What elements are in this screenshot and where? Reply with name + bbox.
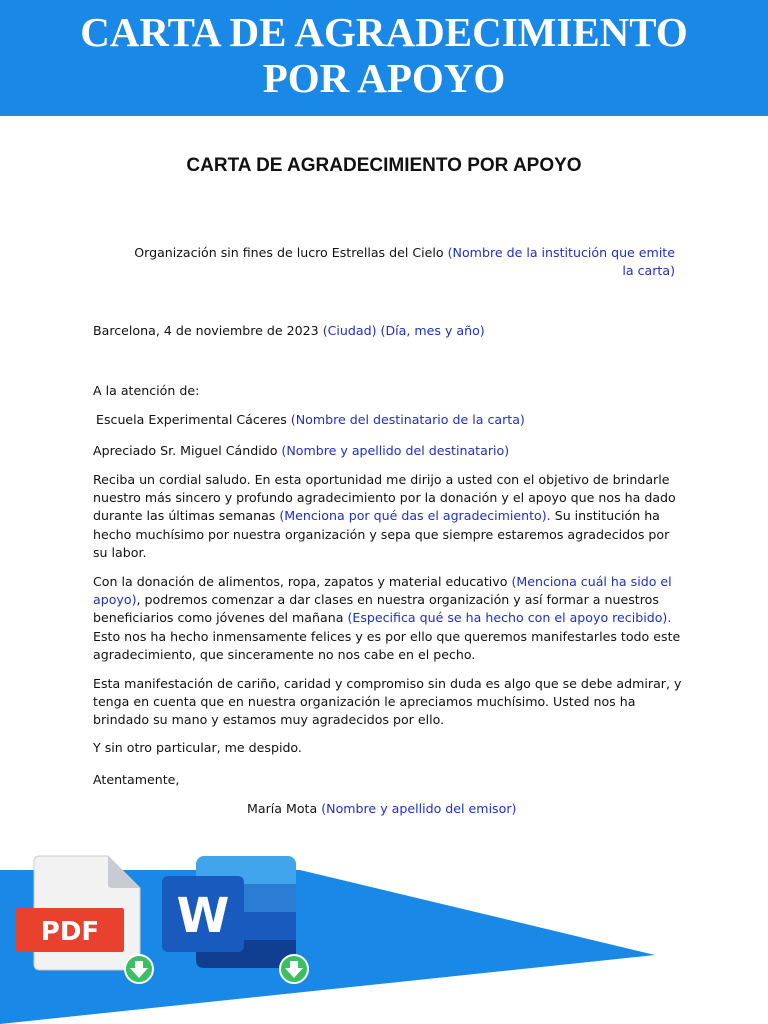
organization-name: Organización sin fines de lucro Estrellas del Cielo	[134, 245, 444, 260]
banner-title-line-1: CARTA DE AGRADECIMIENTO	[80, 9, 688, 55]
pdf-file-icon	[16, 856, 140, 970]
attention-line: A la atención de:	[93, 383, 200, 398]
paragraph-1	[93, 471, 683, 562]
organization-line	[120, 244, 675, 280]
recipient-hint: (Nombre del destinatario de la carta)	[290, 412, 525, 427]
letter-title: CARTA DE AGRADECIMIENTO POR APOYO	[186, 155, 582, 176]
paragraph-1-text-a: Reciba un cordial saludo. En esta oportunidad me dirijo a usted con el objetivo de brindarle nuestro más sincero y profundo agradecimiento por la donación y el apoyo que nos ha dado durante las últimas semanas	[93, 472, 676, 524]
paragraph-3: Esta manifestación de cariño, caridad y compromiso sin duda es algo que se debe admirar, y tenga en cuenta que en nuestra organización le apreciamos muchísimo. Usted nos ha brindado su mano y estamos muy agradecidos por ello.	[93, 676, 682, 728]
salutation-text: Apreciado Sr. Miguel Cándido	[93, 443, 278, 458]
recipient-name: Escuela Experimental Cáceres	[96, 412, 287, 427]
signature-line	[247, 800, 516, 818]
paragraph-1-hint: (Menciona por qué das el agradecimiento).	[279, 508, 551, 524]
pdf-label: PDF	[40, 917, 100, 947]
download-arrow-icon	[125, 955, 153, 983]
recipient-line	[96, 411, 525, 429]
signer-hint: (Nombre y apellido del emisor)	[321, 801, 517, 816]
paragraph-2-text-c: Esto nos ha hecho inmensamente felices y es por ello que queremos manifestarles todo este agradecimiento, que sinceramente no nos cabe en el pecho.	[93, 628, 681, 662]
paragraph-2-hint-1: (Menciona cuál ha sido el apoyo)	[93, 574, 672, 608]
date-hint: (Ciudad) (Día, mes y año)	[322, 323, 485, 338]
paragraph-2-text-a: Con la donación de alimentos, ropa, zapatos y material educativo	[93, 574, 508, 589]
paragraph-2-text-b: , podremos comenzar a dar clases en nuestra organización y así formar a nuestros beneficiarios como jóvenes del mañana	[93, 592, 659, 626]
word-label: W	[176, 888, 230, 944]
download-footer	[0, 840, 768, 1024]
date-text: Barcelona, 4 de noviembre de 2023	[93, 323, 319, 338]
organization-hint: (Nombre de la institución que emite la carta)	[447, 245, 675, 279]
salutation-hint: (Nombre y apellido del destinatario)	[281, 443, 510, 458]
header-banner	[0, 0, 768, 116]
signer-name: María Mota	[247, 801, 318, 816]
closing-line: Atentamente,	[93, 772, 180, 787]
download-arrow-icon	[280, 955, 308, 983]
farewell-line: Y sin otro particular, me despido.	[93, 740, 302, 755]
salutation-line	[93, 442, 509, 460]
paragraph-1-text-b: Su institución ha hecho muchísimo por nuestra organización y sepa que siempre estaremos agradecidos por su labor.	[93, 508, 670, 560]
paragraph-2	[93, 573, 683, 664]
paragraph-2-hint-2: (Especifica qué se ha hecho con el apoyo recibido).	[347, 610, 672, 626]
banner-title-line-2: POR APOYO	[262, 55, 506, 101]
date-line	[93, 322, 485, 340]
